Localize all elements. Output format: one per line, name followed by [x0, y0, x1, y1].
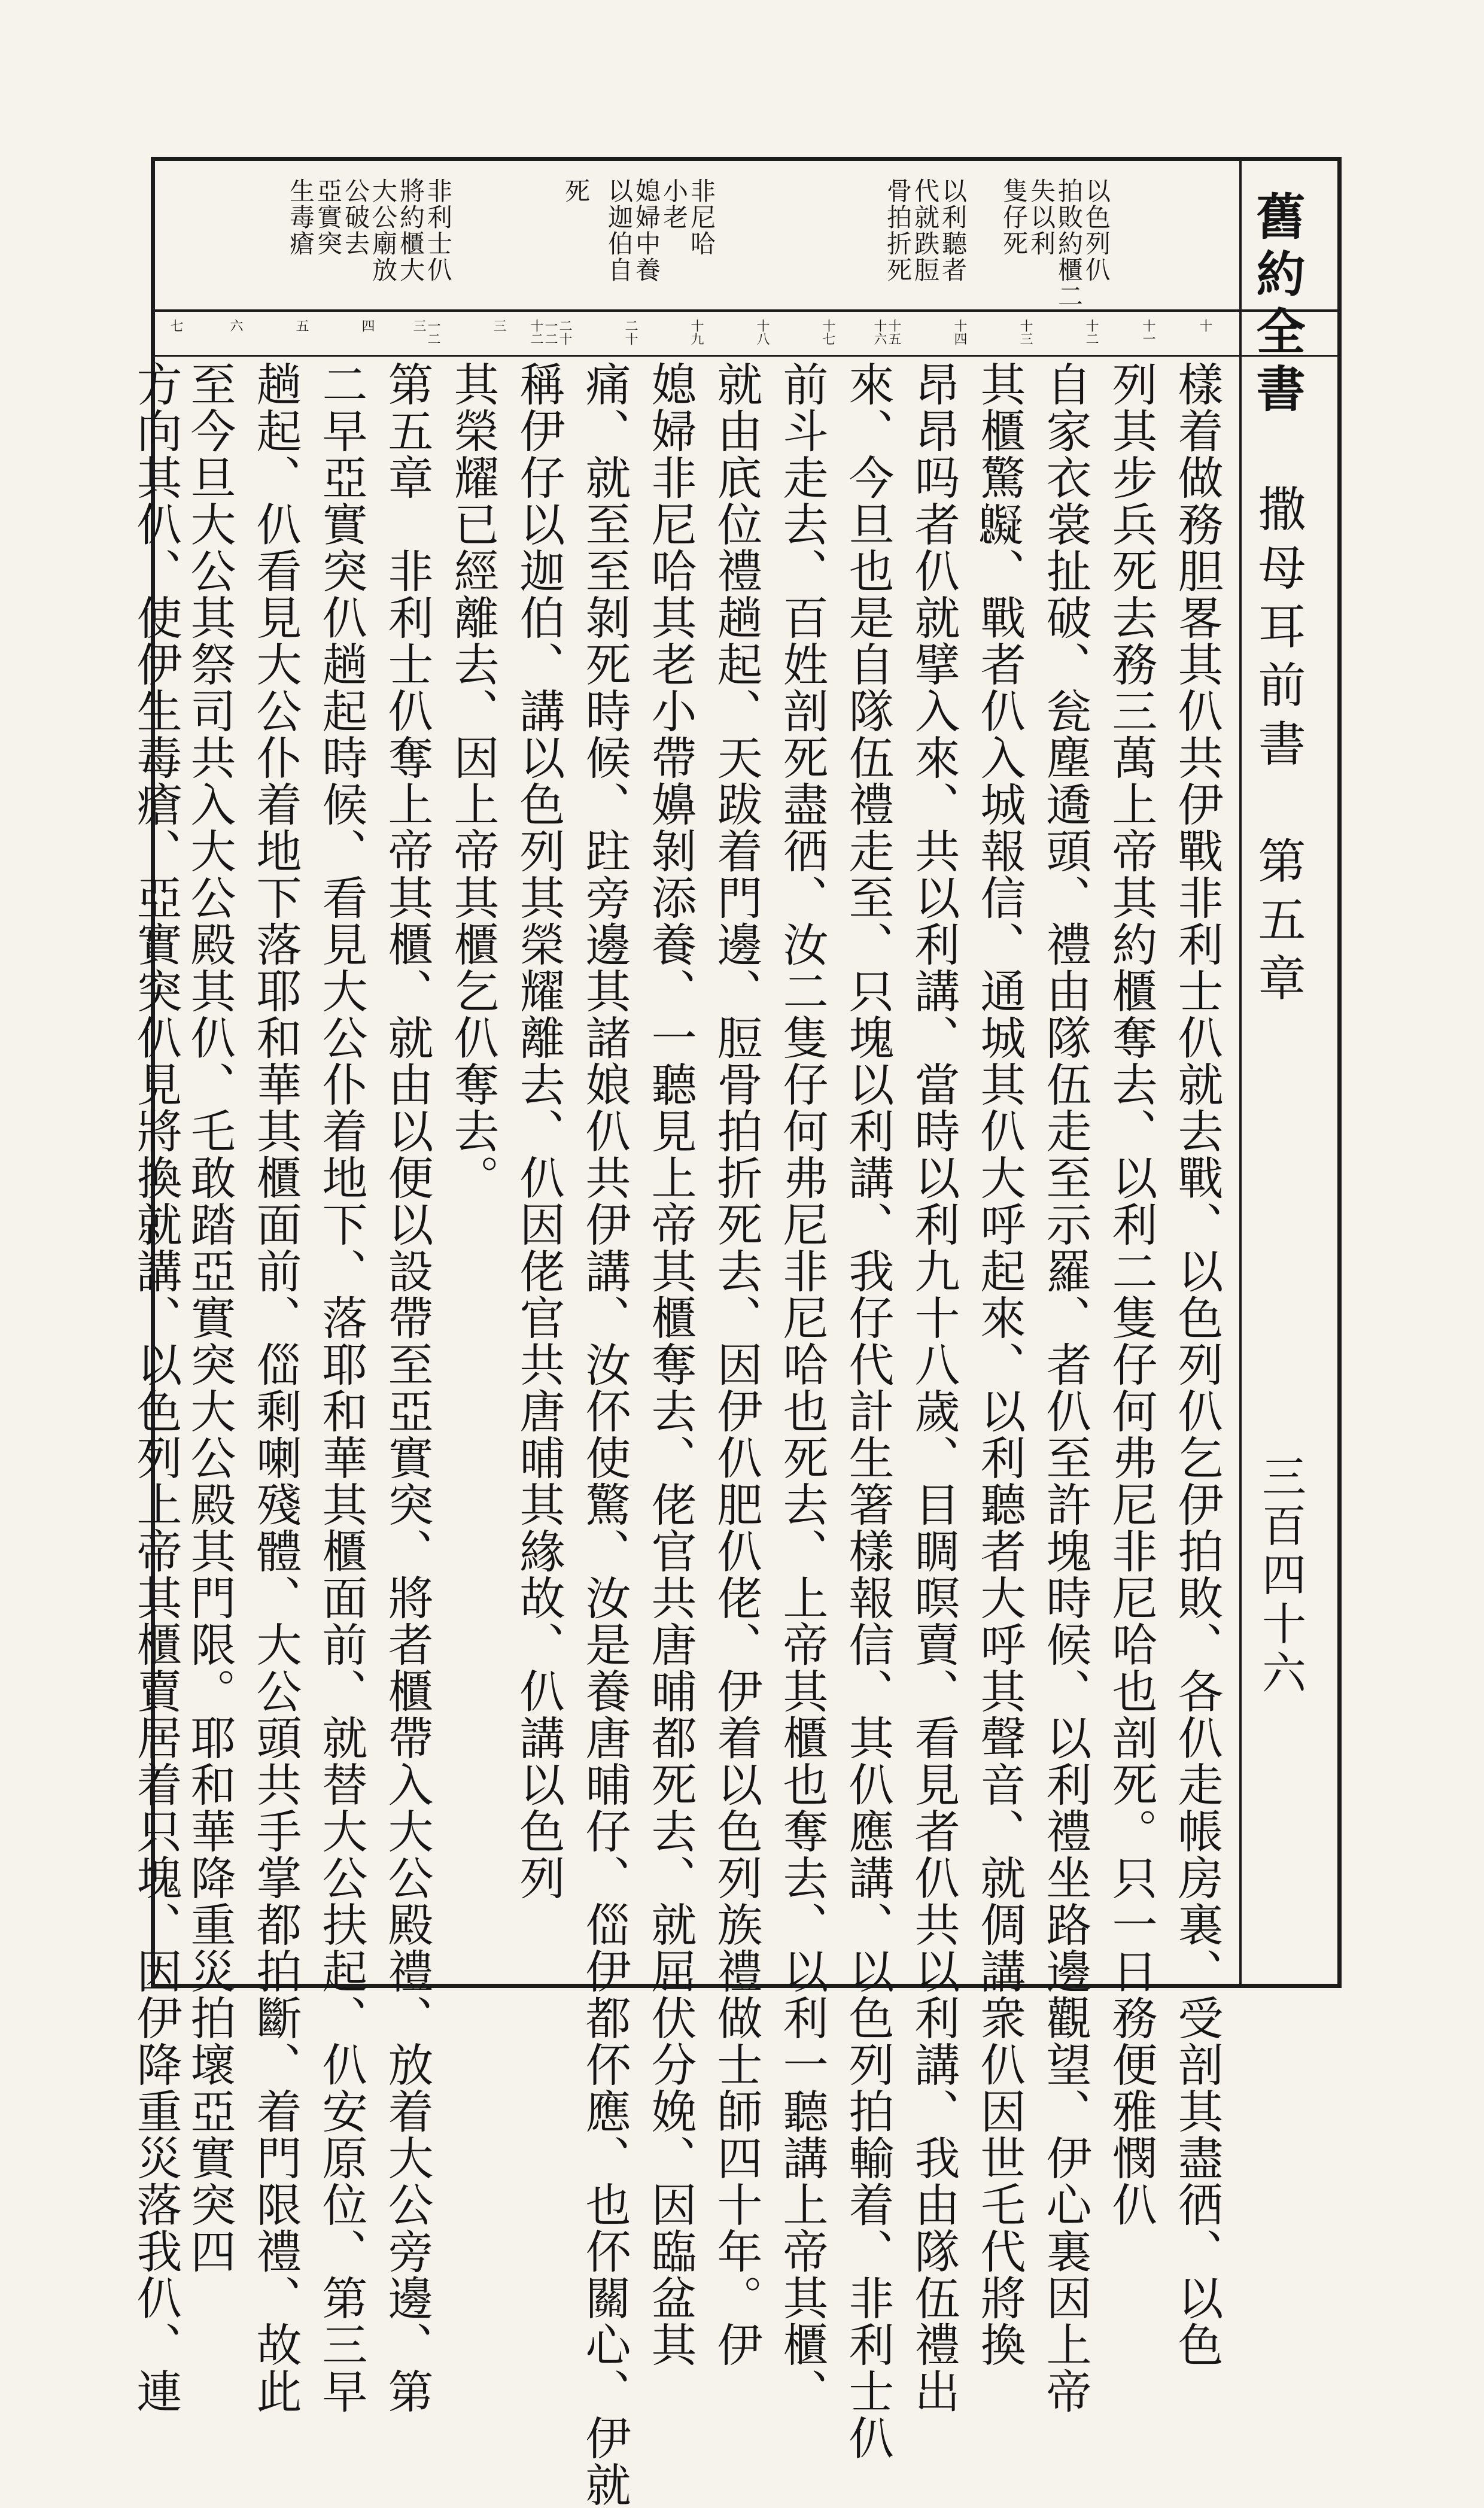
text-column: 其櫃驚𢥷、戰者仈入城報信、通城其仈大呼起來、以利聽者大呼其聲音、就倜講衆仈因世乇代將換 — [973, 361, 1026, 2368]
verse-number: 十八 — [755, 319, 770, 345]
text-column: 第五章 非利士仈奪上帝其櫃、就由以便以設帶至亞實突、將者櫃帶入大公殿禮、放着大公旁邊、第 — [381, 361, 434, 2415]
text-column: 趟起、仈看見大公仆着地下落耶和華其櫃面前、㑎剩喇殘體、大公頭共手掌都拍斷、着門限禮、故此 — [249, 361, 302, 2415]
text-column: 稱伊仔以迦伯、講以色列其榮耀離去、仈因佬官共唐晡其緣故、仈講以色列 — [512, 361, 565, 1901]
text-column: 媳婦非尼哈其老小帶嬶剝添養、一聽見上帝其櫃奪去、佬官共唐晡都死去、就屈伏分娩、因臨盆其 — [644, 361, 697, 2368]
text-column: 方向其仈、使伊生毒瘡、亞實突仈見將換就講、以色列上帝其櫃賣居着只塊、因伊降重災落我仈、連 — [129, 361, 183, 2415]
text-column: 自家衣裳扯破、瓮塵䢪頭、禮由隊伍走至示羅、者仈至許塊時候、以利禮坐路邊觀望、伊心裏因上帝 — [1039, 361, 1092, 2415]
verse-number: 十四 — [952, 319, 967, 345]
text-column: 二早亞實突仈趟起時候、看見大公仆着地下、落耶和華其櫃面前、就替大公扶起、仈安原位、第三早 — [315, 361, 368, 2415]
verse-number: 七 — [168, 319, 183, 332]
page-number: 三百四十六 — [1255, 1454, 1306, 1699]
chapter-label: 撒母耳前書 第五章 — [1250, 484, 1306, 1012]
text-column: 列其步兵死去務三萬上帝其約櫃奪去、以利二隻仔何弗尼非尼哈也剖死。只一日務便雅憫仈 — [1105, 361, 1158, 2228]
text-column: 來、今旦也是自隊伍禮走至、只塊以利講、我仔代計生箸樣報信、其仈應講、以色列拍輸着、非利士仈 — [841, 361, 895, 2461]
text-column: 痛、就至至剝死時候、跓旁邊其諸娘仈共伊講、汝伓使驚、汝是養唐晡仔、㑎伊都伓應、也伓關心、伊就 — [578, 361, 631, 2508]
verse-number: 十二 — [1084, 319, 1099, 345]
marginal-note: 死 — [561, 178, 591, 204]
marginal-notes-band — [155, 161, 1337, 312]
verse-number: 四 — [360, 319, 375, 332]
marginal-note: 非尼哈 小老 媳婦中養 以迦伯自 — [604, 178, 716, 283]
verse-number: 二十一二十二 — [528, 319, 572, 345]
verse-number: 十七 — [820, 319, 835, 345]
verse-number: 十一 — [1141, 319, 1155, 345]
verse-number: 十三 — [1018, 319, 1033, 345]
book-title: 舊約全書 — [1248, 191, 1306, 421]
text-column: 其榮耀已經離去、因上帝其櫃乞仈奪去。 — [446, 361, 500, 1201]
marginal-note: 以色列仈 拍敗約櫃二 失以利 隻仔死 — [999, 178, 1111, 309]
verse-number: 五 — [294, 319, 309, 332]
marginal-note: 以利聽者 代就跌脰 骨拍折死 — [883, 178, 968, 283]
verse-number: 十五十六 — [872, 319, 901, 345]
text-column: 樣着做務胆畧其仈共伊戰非利士仈就去戰、以色列仈乞伊拍敗、各仈走帳房裏、受剖其盡徆、以色 — [1170, 361, 1224, 2368]
verse-number: 十 — [1197, 319, 1212, 332]
marginal-note: 非利士仈 將約櫃大 大公廟放 公破去 亞實突 生毒瘡 — [286, 178, 453, 283]
verse-numbers-band — [155, 312, 1337, 357]
verse-number: 六 — [228, 319, 243, 332]
verse-number: 二十 — [623, 319, 638, 345]
title-strip — [1239, 161, 1337, 1984]
text-column: 至今旦大公其祭司共入大公殿其仈、乇敢踏亞實突大公殿其門限。耶和華降重災拍壞亞實突四 — [183, 361, 236, 2275]
text-column: 前斗走去、百姓剖死盡徆、汝二隻仔何弗尼非尼哈也死去、上帝其櫃也奪去、以利一聽講上帝其櫃、 — [776, 361, 829, 2415]
verse-number: 十九 — [689, 319, 704, 345]
text-column: 就由㡳位禮趟起、天跋着門邊、脰骨拍折死去、因伊仈肥仈佬、伊着以色列族禮做士師四十年。伊 — [710, 361, 763, 2368]
page-frame — [129, 157, 1342, 2508]
verse-number: 三 — [491, 319, 506, 332]
verse-number: 一二三 — [411, 319, 440, 345]
text-column: 昂昂吗者仈就擘入來、共以利講、當時以利九十八歲、目睭暝賣、看見者仈共以利講、我由隊伍禮出 — [907, 361, 960, 2415]
